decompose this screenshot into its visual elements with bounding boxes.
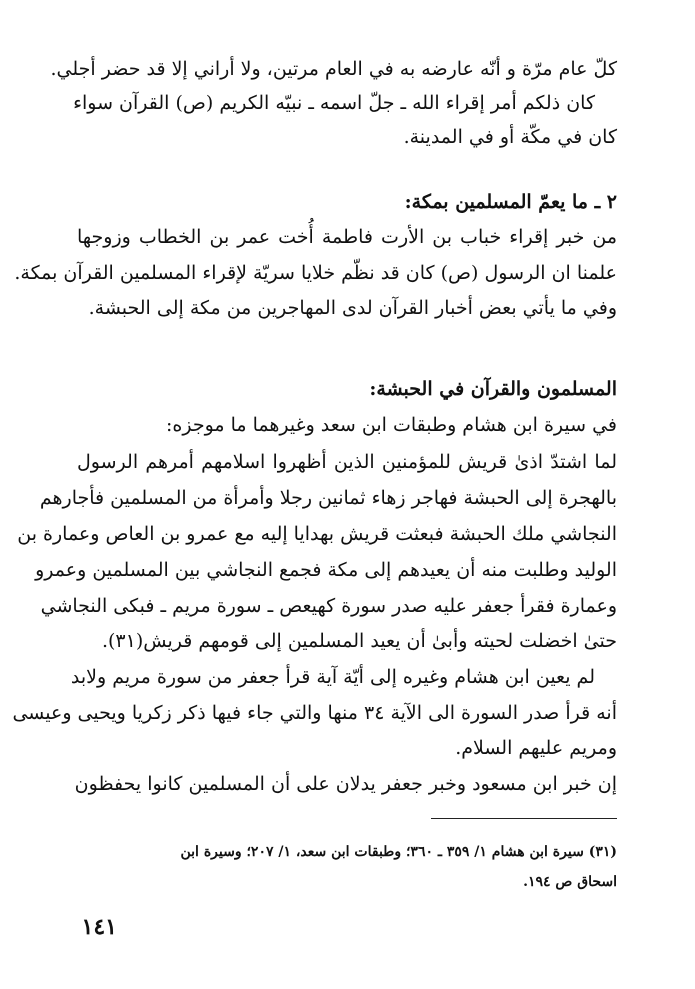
- text-line: إن خبر ابن مسعود وخبر جعفر يدلان على أن المسلمين كانوا يحفظون: [74, 773, 617, 795]
- section-heading: ٢ ـ ما يعمّ المسلمين بمكة:: [404, 191, 617, 213]
- text-line: في سيرة ابن هشام وطبقات ابن سعد وغيرهما ما موجزه:: [166, 414, 617, 436]
- text-line: وعمارة فقرأ جعفر عليه صدر سورة كهيعص ـ سورة مريم ـ فبكى النجاشي: [40, 595, 617, 617]
- text-line: وفي ما يأتي بعض أخبار القرآن لدى المهاجرين من مكة إلى الحبشة.: [88, 297, 617, 319]
- text-line: علمنا ان الرسول (ص) كان قد نظّم خلايا سريّة لإقراء المسلمين القرآن بمكة.: [14, 262, 617, 284]
- text-line: حتىٰ اخضلت لحيته وأبىٰ أن يعيد المسلمين إلى قومهم قريش(٣١).: [101, 630, 617, 652]
- text-line: أنه قرأ صدر السورة الى الآية ٣٤ منها والتي جاء فيها ذكر زكريا ويحيى وعيسى: [12, 702, 617, 724]
- text-line: كان في مكّة أو في المدينة.: [403, 126, 617, 148]
- text-line: الوليد وطلبت منه أن يعيدهم إلى مكة فجمع النجاشي بين المسلمين وعمرو: [35, 559, 617, 581]
- text-line: كلّ عام مرّة و أنّه عارضه به في العام مرتين، ولا أراني إلا قد حضر أجلي.: [50, 58, 617, 80]
- page-number: ١٤١: [81, 914, 117, 940]
- footnote-divider: [431, 818, 617, 819]
- text-line: من خبر إقراء خباب بن الأرت فاطمة أُخت عمر بن الخطاب وزوجها: [77, 226, 617, 248]
- footnote-line: (٣١) سيرة ابن هشام ١/ ٣٥٩ ـ ٣٦٠؛ وطبقات ابن سعد، ١/ ٢٠٧؛ وسيرة ابن: [180, 844, 617, 860]
- section-heading: المسلمون والقرآن في الحبشة:: [369, 378, 617, 400]
- footnote-line: اسحاق ص ١٩٤.: [523, 874, 617, 890]
- text-line: ومريم عليهم السلام.: [455, 737, 617, 759]
- text-line: لما اشتدّ اذىٰ قريش للمؤمنين الذين أظهروا اسلامهم أمرهم الرسول: [77, 451, 617, 473]
- text-line: كان ذلكم أمر إقراء الله ـ جلّ اسمه ـ نبيّه الكريم (ص) القرآن سواء: [73, 92, 595, 114]
- text-line: بالهجرة إلى الحبشة فهاجر زهاء ثمانين رجلا وأمرأة من المسلمين فأجارهم: [39, 487, 617, 509]
- text-line: لم يعين ابن هشام وغيره إلى أيّة آية قرأ جعفر من سورة مريم ولابد: [70, 666, 595, 688]
- text-line: النجاشي ملك الحبشة فبعثت قريش بهدايا إليه مع عمرو بن العاص وعمارة بن: [17, 523, 617, 545]
